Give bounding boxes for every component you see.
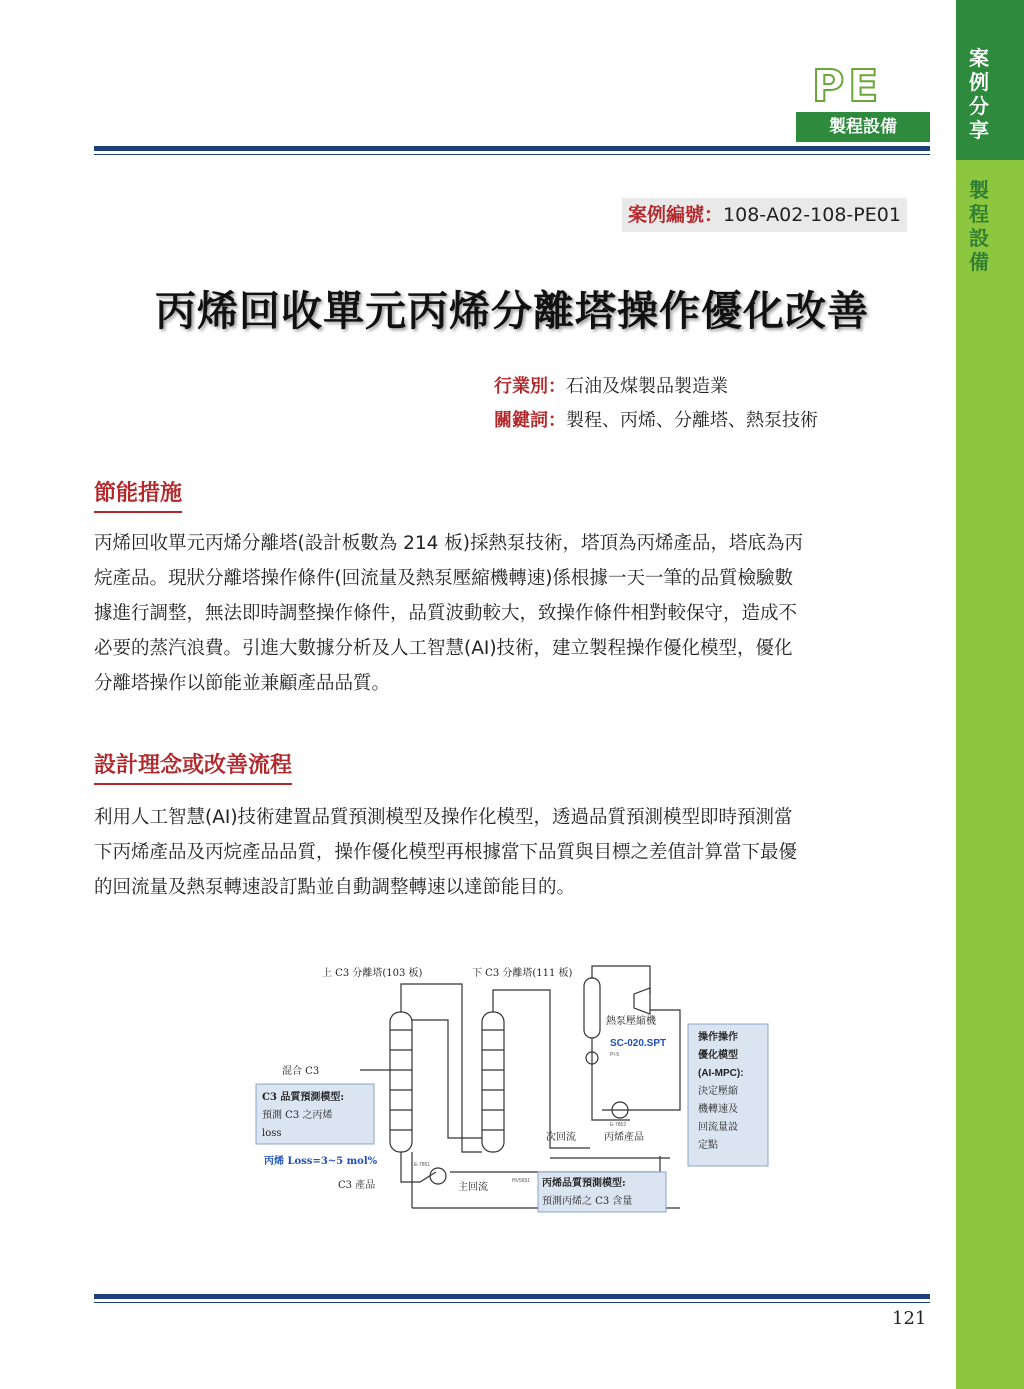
accumulator-vessel [584, 978, 600, 1038]
opt-line-1: 決定壓縮 [698, 1086, 738, 1097]
industry-label: 行業別： [494, 376, 566, 397]
side-char: 程 [969, 202, 989, 226]
tag-hv5651: HV5651 [512, 1178, 531, 1184]
lower-tower-label: 下 C3 分離塔(111 板) [472, 968, 573, 979]
side-char: 享 [969, 118, 989, 142]
page-number: 121 [892, 1308, 927, 1329]
sc-tag-label: SC-020.SPT [610, 1038, 667, 1049]
mixed-c3-label: 混合 C3 [282, 1066, 320, 1077]
section-heading-measures: 節能措施 [94, 476, 182, 513]
paragraph-line: 烷產品。現狀分離塔操作條件(回流量及熱泵壓縮機轉速)係根據一天一筆的品質檢驗數 [94, 568, 793, 589]
keywords-value: 製程、丙烯、分離塔、熱泵技術 [566, 410, 818, 431]
process-diagram [250, 950, 790, 1230]
industry-value: 石油及煤製品製造業 [566, 376, 728, 397]
keywords-row [494, 406, 818, 436]
design-paragraph [94, 800, 930, 905]
loss-label: 丙烯 Loss=3~5 mol% [264, 1156, 378, 1167]
lower-tower [482, 1012, 504, 1152]
section-heading-design: 設計理念或改善流程 [94, 748, 292, 785]
header-rule-thin [94, 154, 930, 155]
upper-tower-label: 上 C3 分離塔(103 板) [322, 968, 423, 979]
paragraph-line: 的回流量及熱泵轉速設訂點並自動調整轉速以達節能目的。 [94, 877, 576, 898]
heat-exchanger-e7851 [430, 1168, 446, 1184]
case-number-value: 108-A02-108-PE01 [723, 204, 901, 226]
paragraph-line: 利用人工智慧(AI)技術建置品質預測模型及操作化模型，透過品質預測模型即時預測當 [94, 807, 793, 828]
paragraph-line: 下丙烯產品及丙烷產品品質，操作優化模型再根據當下品質與目標之差值計算當下最優 [94, 842, 798, 863]
side-char: 分 [969, 94, 989, 118]
footer-rule-thick [94, 1294, 930, 1299]
category-badge: 製程設備 [796, 112, 930, 142]
header-rule-thick [94, 146, 930, 151]
compressor-symbol [634, 988, 650, 1014]
paragraph-line: 據進行調整，無法即時調整操作條件，品質波動較大，致操作條件相對較保守，造成不 [94, 603, 798, 624]
side-char: 案 [969, 46, 989, 70]
tag-e7851: E-7851 [414, 1162, 431, 1168]
opt-line-3: 回流量設 [698, 1122, 738, 1133]
tag-pi: PI-5 [610, 1052, 620, 1058]
side-char: 例 [969, 70, 989, 94]
side-label-case-share [962, 46, 996, 142]
c3-model-title: C3 品質預測模型: [262, 1092, 345, 1103]
opt-line-2: 機轉速及 [698, 1104, 738, 1115]
side-char: 設 [969, 226, 989, 250]
opt-title-2: 優化模型 [698, 1050, 738, 1061]
industry-row [494, 372, 728, 402]
paragraph-line: 必要的蒸汽浪費。引進大數據分析及人工智慧(AI)技術，建立製程操作優化模型，優化 [94, 638, 793, 659]
main-reflux-label: 主回流 [458, 1182, 488, 1193]
measures-paragraph [94, 526, 930, 701]
pe-logo: PE [812, 61, 883, 112]
side-char: 製 [969, 178, 989, 202]
page-title: 丙烯回收單元丙烯分離塔操作優化改善 [155, 287, 869, 335]
case-number [622, 198, 907, 232]
keywords-label: 關鍵詞： [494, 410, 566, 431]
paragraph-line: 分離塔操作以節能並兼顧產品品質。 [94, 673, 391, 694]
side-label-process-equipment [962, 178, 996, 274]
c3-model-line1: 預測 C3 之丙烯 [262, 1110, 333, 1121]
propylene-model-line: 預測丙烯之 C3 含量 [542, 1196, 633, 1207]
c3-product-label: C3 產品 [338, 1180, 376, 1191]
side-char: 備 [969, 250, 989, 274]
case-number-label: 案例編號： [628, 204, 724, 226]
opt-title-3: (AI-MPC): [698, 1068, 744, 1079]
paragraph-line: 丙烯回收單元丙烯分離塔(設計板數為 214 板)採熱泵技術，塔頂為丙烯產品，塔底為丙 [94, 533, 804, 554]
opt-title-1: 操作操作 [698, 1032, 738, 1043]
propylene-product-label: 丙烯產品 [604, 1132, 644, 1143]
compressor-label: 熱泵壓縮機 [606, 1016, 656, 1027]
sub-reflux-label: 次回流 [546, 1132, 576, 1143]
propylene-model-title: 丙烯品質預測模型: [542, 1178, 626, 1189]
opt-line-4: 定點 [698, 1140, 718, 1151]
tag-e7852: E-7852 [610, 1122, 627, 1128]
footer-rule-thin [94, 1302, 930, 1303]
upper-tower [390, 1012, 412, 1152]
c3-model-line2: loss [262, 1128, 282, 1139]
